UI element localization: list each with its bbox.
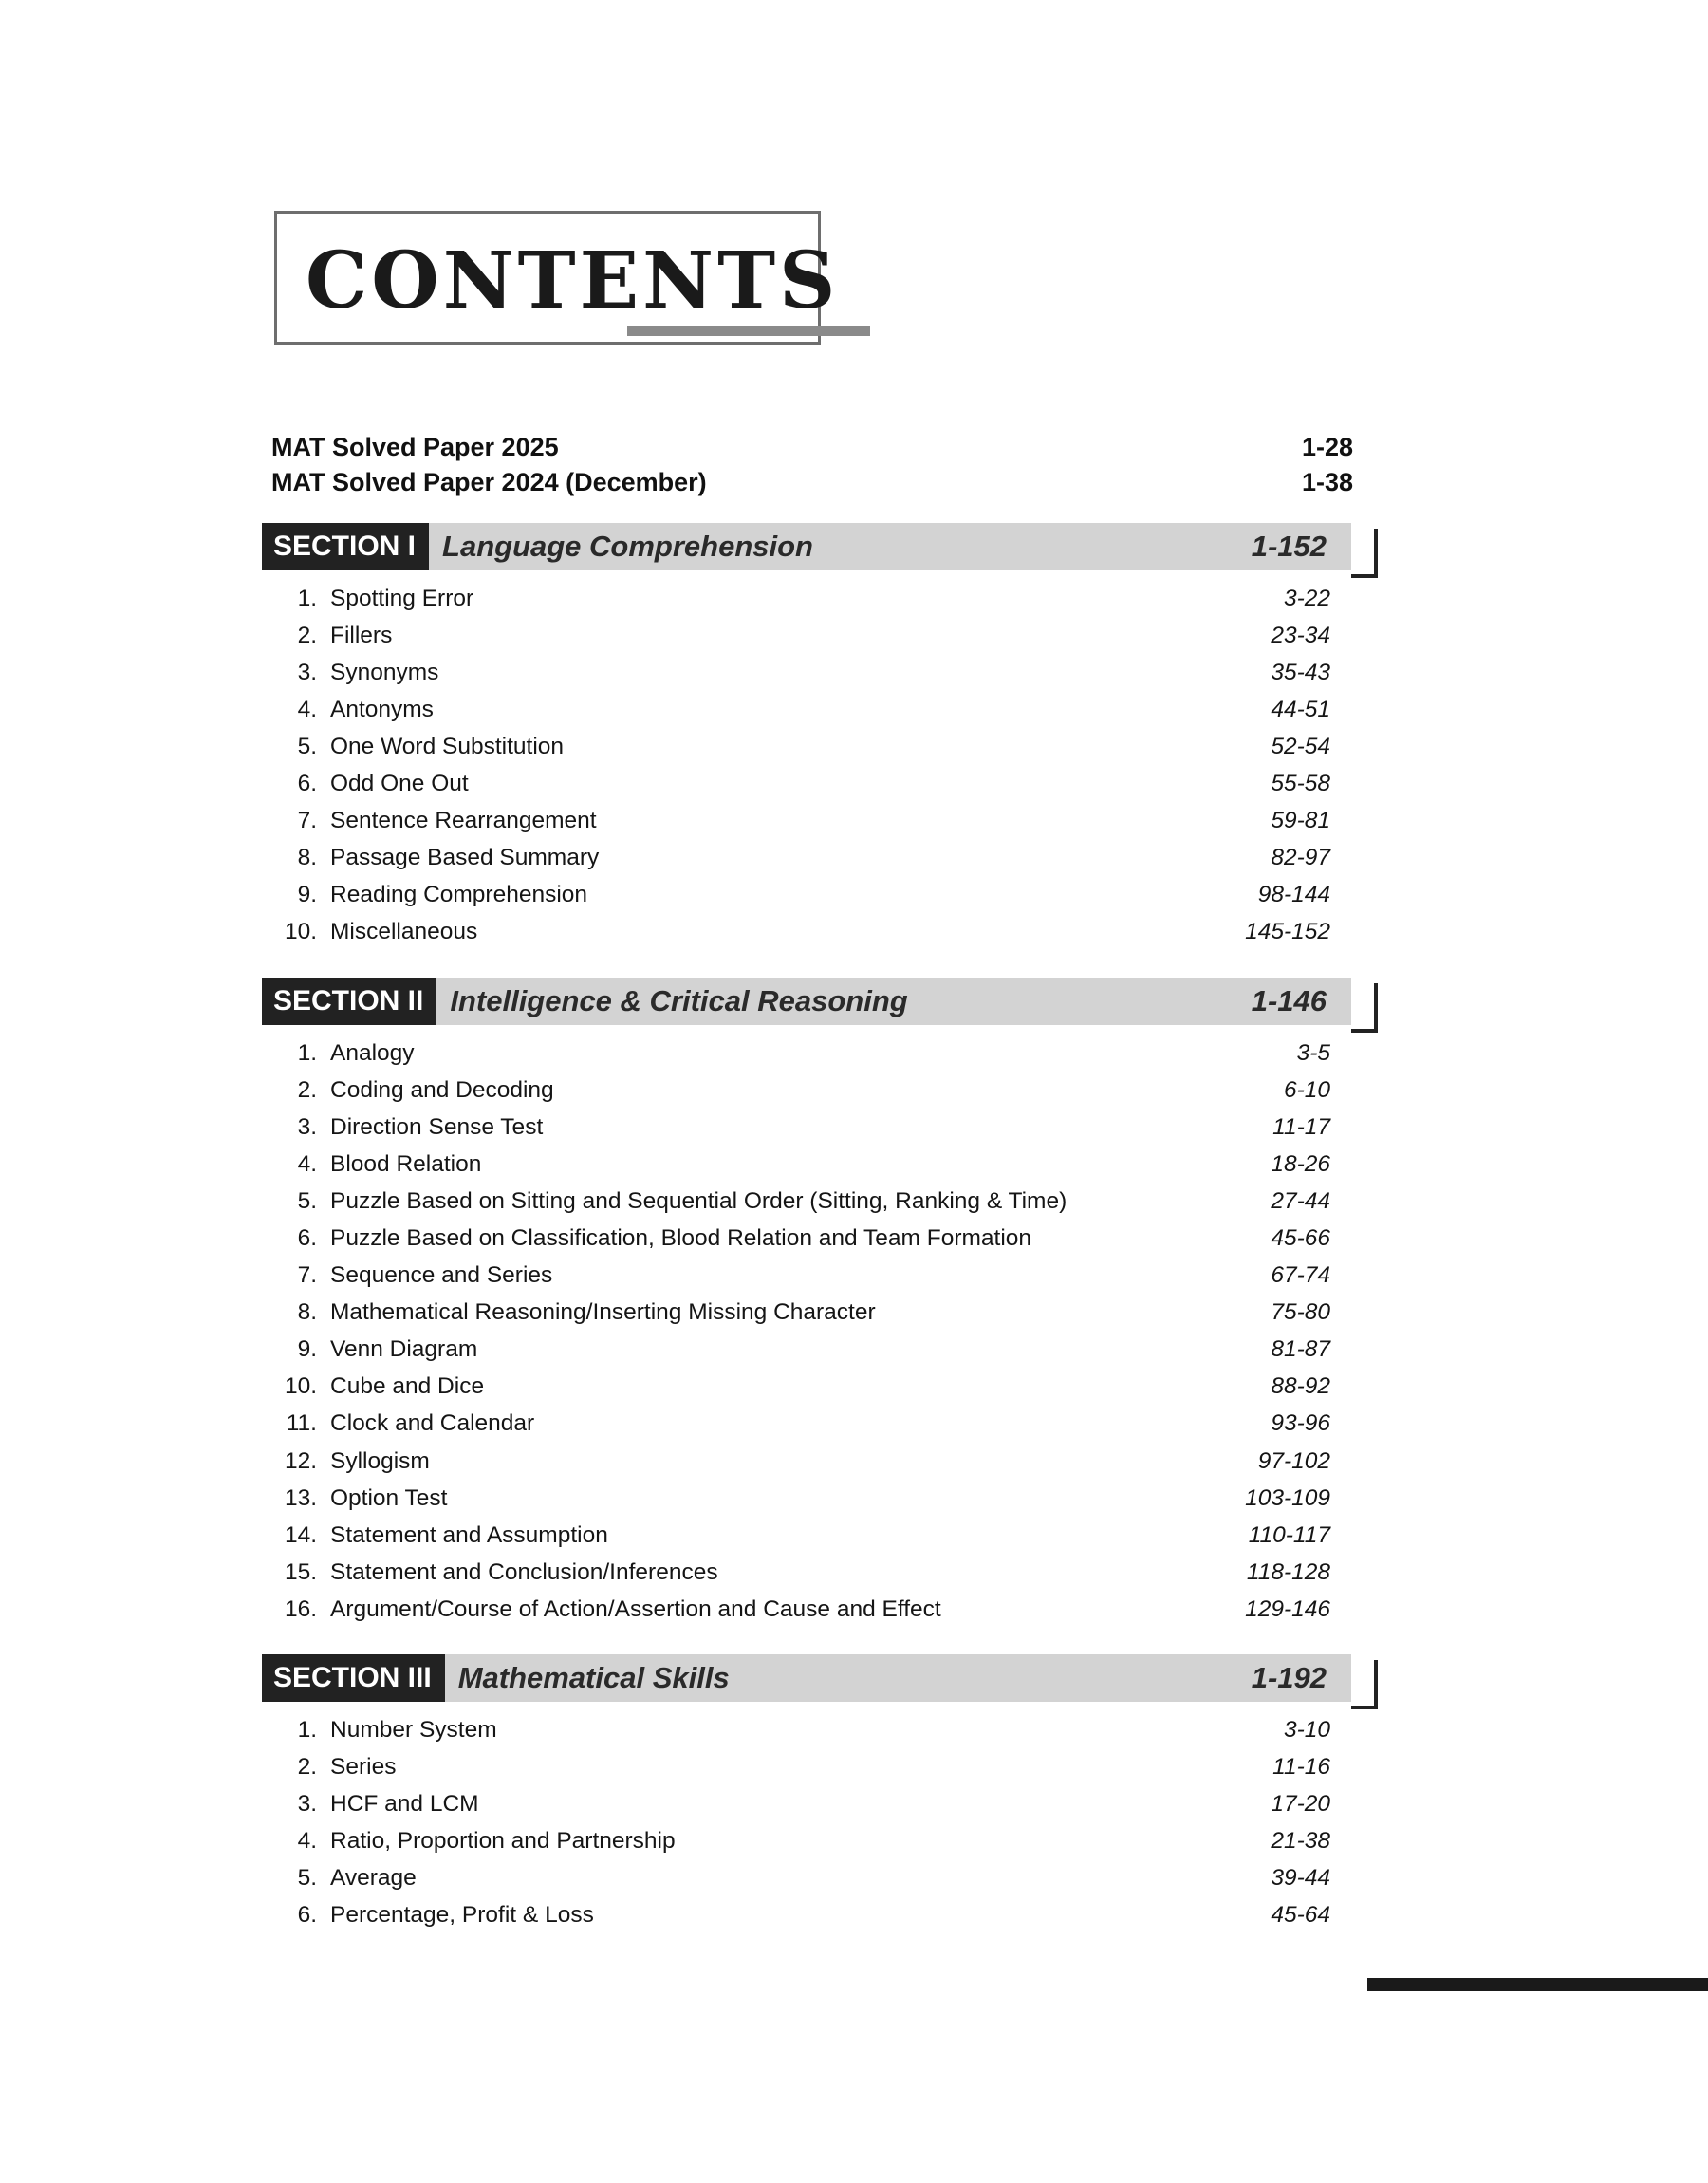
chapter-list [262, 1035, 1378, 1629]
chapter-pages: 18-26 [1271, 1150, 1330, 1177]
chapter-row[interactable] [262, 1109, 1378, 1146]
chapter-number: 2. [297, 1753, 317, 1780]
chapter-number: 7. [297, 808, 317, 834]
chapter-pages: 98-144 [1257, 882, 1330, 908]
chapter-number: 13. [284, 1484, 317, 1511]
chapter-title: Passage Based Summary [330, 845, 600, 871]
chapter-number: 12. [284, 1447, 317, 1474]
chapter-pages: 88-92 [1271, 1373, 1330, 1400]
chapter-row[interactable] [262, 1406, 1378, 1443]
section-header[interactable] [262, 1654, 1351, 1702]
chapter-row[interactable] [262, 617, 1378, 654]
chapter-title: Average [330, 1864, 417, 1891]
chapter-number: 7. [297, 1262, 317, 1289]
chapter-title: Coding and Decoding [330, 1076, 554, 1103]
page-edge-rule [1367, 1978, 1708, 1991]
chapter-pages: 3-5 [1296, 1039, 1330, 1066]
chapter-pages: 45-64 [1271, 1902, 1330, 1929]
section-corner-bracket [1351, 1660, 1378, 1709]
chapter-title: Miscellaneous [330, 919, 478, 945]
chapter-pages: 110-117 [1248, 1521, 1330, 1548]
chapter-title: Cube and Dice [330, 1373, 485, 1400]
chapter-pages: 82-97 [1271, 845, 1330, 871]
chapter-title: HCF and LCM [330, 1790, 479, 1817]
chapter-pages: 55-58 [1271, 771, 1330, 797]
chapter-title: Syllogism [330, 1447, 430, 1474]
chapter-pages: 81-87 [1271, 1336, 1330, 1363]
chapter-row[interactable] [262, 840, 1378, 877]
solved-paper-row[interactable] [271, 429, 1353, 465]
chapter-pages: 11-16 [1272, 1753, 1330, 1780]
chapter-row[interactable] [262, 1072, 1378, 1109]
chapter-number: 9. [297, 1336, 317, 1363]
chapter-pages: 129-146 [1245, 1595, 1330, 1622]
chapter-title: Sequence and Series [330, 1262, 553, 1289]
chapter-pages: 27-44 [1271, 1187, 1330, 1214]
chapter-row[interactable] [262, 1517, 1378, 1554]
chapter-number: 11. [286, 1410, 317, 1437]
chapter-title: Number System [330, 1716, 497, 1743]
chapter-pages: 44-51 [1271, 696, 1330, 722]
chapter-title: Reading Comprehension [330, 882, 588, 908]
chapter-number: 4. [297, 1827, 317, 1854]
solved-paper-title: MAT Solved Paper 2024 (December) [271, 467, 707, 496]
chapter-pages: 17-20 [1271, 1790, 1330, 1817]
chapter-title: Sentence Rearrangement [330, 808, 597, 834]
chapter-row[interactable] [262, 1591, 1378, 1628]
chapter-pages: 11-17 [1272, 1113, 1330, 1140]
chapter-title: Analogy [330, 1039, 415, 1066]
chapter-pages: 118-128 [1246, 1558, 1330, 1585]
chapter-number: 1. [297, 585, 317, 611]
section-tag: SECTION I [262, 523, 429, 570]
chapter-row[interactable] [262, 1295, 1378, 1332]
section-tag: SECTION III [262, 1654, 445, 1702]
solved-paper-row[interactable] [271, 464, 1353, 500]
chapter-title: Percentage, Profit & Loss [330, 1902, 594, 1929]
chapter-row[interactable] [262, 654, 1378, 691]
chapter-title: One Word Substitution [330, 733, 565, 759]
section-corner-bracket [1351, 529, 1378, 578]
chapter-row[interactable] [262, 803, 1378, 840]
chapter-number: 5. [297, 733, 317, 759]
chapter-number: 10. [284, 919, 317, 945]
chapter-row[interactable] [262, 1711, 1378, 1748]
chapter-number: 1. [297, 1716, 317, 1743]
chapter-row[interactable] [262, 691, 1378, 728]
chapter-title: Spotting Error [330, 585, 474, 611]
chapter-title: Puzzle Based on Classification, Blood Relation and Team Formation [330, 1225, 1032, 1252]
chapter-row[interactable] [262, 1785, 1378, 1822]
chapter-number: 16. [284, 1595, 317, 1622]
chapter-title: Puzzle Based on Sitting and Sequential Order (Sitting, Ranking & Time) [330, 1187, 1068, 1214]
chapter-row[interactable] [262, 1183, 1378, 1220]
chapter-title: Blood Relation [330, 1150, 482, 1177]
chapter-row[interactable] [262, 580, 1378, 617]
chapter-number: 2. [297, 622, 317, 648]
chapter-title: Argument/Course of Action/Assertion and Cause and Effect [330, 1595, 941, 1622]
chapter-pages: 21-38 [1271, 1827, 1330, 1854]
chapter-pages: 75-80 [1271, 1299, 1330, 1326]
chapter-number: 3. [297, 1113, 317, 1140]
chapter-title: Antonyms [330, 696, 434, 722]
chapter-row[interactable] [262, 1369, 1378, 1406]
chapter-pages: 59-81 [1271, 808, 1330, 834]
chapter-pages: 145-152 [1245, 919, 1330, 945]
chapter-title: Synonyms [330, 659, 439, 685]
chapter-title: Clock and Calendar [330, 1410, 535, 1437]
chapter-pages: 97-102 [1257, 1447, 1330, 1474]
page-title: CONTENTS [306, 234, 840, 327]
chapter-title: Option Test [330, 1484, 448, 1511]
chapter-number: 8. [297, 1299, 317, 1326]
chapter-number: 1. [297, 1039, 317, 1066]
section-pages: 1-152 [1251, 530, 1327, 563]
chapter-list [262, 580, 1378, 951]
section-name: Language Comprehension [442, 530, 813, 563]
chapter-title: Series [330, 1753, 397, 1780]
solved-paper-pages: 1-28 [1301, 432, 1353, 461]
chapter-list [262, 1711, 1378, 1934]
chapter-row[interactable] [262, 1554, 1378, 1591]
chapter-number: 6. [297, 1225, 317, 1252]
chapter-row[interactable] [262, 877, 1378, 914]
section-intelligence-critical-reasoning [262, 978, 1378, 1629]
section-pages: 1-146 [1251, 984, 1327, 1017]
section-pages: 1-192 [1251, 1661, 1327, 1694]
chapter-pages: 3-10 [1283, 1716, 1330, 1743]
chapter-pages: 35-43 [1271, 659, 1330, 685]
title-underline-decoration [627, 326, 870, 336]
chapter-row[interactable] [262, 765, 1378, 802]
chapter-number: 6. [297, 771, 317, 797]
section-name: Intelligence & Critical Reasoning [450, 984, 908, 1017]
section-header[interactable] [262, 978, 1351, 1025]
chapter-title: Odd One Out [330, 771, 469, 797]
chapter-number: 3. [297, 1790, 317, 1817]
chapter-row[interactable] [262, 1748, 1378, 1785]
chapter-number: 5. [297, 1187, 317, 1214]
chapter-pages: 6-10 [1283, 1076, 1330, 1103]
chapter-pages: 67-74 [1271, 1262, 1330, 1289]
chapter-row[interactable] [262, 1822, 1378, 1859]
chapter-title: Statement and Assumption [330, 1521, 608, 1548]
chapter-title: Mathematical Reasoning/Inserting Missing Character [330, 1299, 876, 1326]
chapter-number: 14. [284, 1521, 317, 1548]
chapter-title: Statement and Conclusion/Inferences [330, 1558, 718, 1585]
chapter-row[interactable] [262, 1859, 1378, 1896]
section-name: Mathematical Skills [457, 1661, 730, 1694]
chapter-number: 9. [297, 882, 317, 908]
chapter-row[interactable] [262, 1258, 1378, 1295]
chapter-title: Venn Diagram [330, 1336, 478, 1363]
chapter-title: Fillers [330, 622, 393, 648]
chapter-pages: 45-66 [1271, 1225, 1330, 1252]
section-header[interactable] [262, 523, 1351, 570]
chapter-title: Direction Sense Test [330, 1113, 544, 1140]
chapter-row[interactable] [262, 1443, 1378, 1480]
chapter-pages: 52-54 [1271, 733, 1330, 759]
chapter-title: Ratio, Proportion and Partnership [330, 1827, 676, 1854]
chapter-number: 6. [297, 1902, 317, 1929]
section-corner-bracket [1351, 983, 1378, 1033]
chapter-number: 4. [297, 696, 317, 722]
chapter-row[interactable] [262, 1220, 1378, 1257]
chapter-pages: 39-44 [1271, 1864, 1330, 1891]
section-tag: SECTION II [262, 978, 436, 1025]
chapter-pages: 3-22 [1283, 585, 1330, 611]
section-mathematical-skills [262, 1654, 1378, 1934]
chapter-number: 3. [297, 659, 317, 685]
chapter-pages: 103-109 [1245, 1484, 1330, 1511]
chapter-row[interactable] [262, 728, 1378, 765]
chapter-number: 15. [284, 1558, 317, 1585]
solved-paper-title: MAT Solved Paper 2025 [271, 432, 559, 461]
section-language-comprehension [262, 523, 1378, 951]
chapter-pages: 23-34 [1271, 622, 1330, 648]
contents-title-box [274, 211, 840, 345]
chapter-number: 4. [297, 1150, 317, 1177]
chapter-pages: 93-96 [1271, 1410, 1330, 1437]
chapter-row[interactable] [262, 1480, 1378, 1517]
chapter-row[interactable] [262, 1332, 1378, 1369]
chapter-row[interactable] [262, 1035, 1378, 1072]
chapter-row[interactable] [262, 1896, 1378, 1933]
chapter-number: 10. [284, 1373, 317, 1400]
chapter-number: 5. [297, 1864, 317, 1891]
chapter-row[interactable] [262, 914, 1378, 951]
chapter-row[interactable] [262, 1146, 1378, 1183]
solved-paper-pages: 1-38 [1301, 467, 1353, 496]
chapter-number: 8. [297, 845, 317, 871]
chapter-number: 2. [297, 1076, 317, 1103]
